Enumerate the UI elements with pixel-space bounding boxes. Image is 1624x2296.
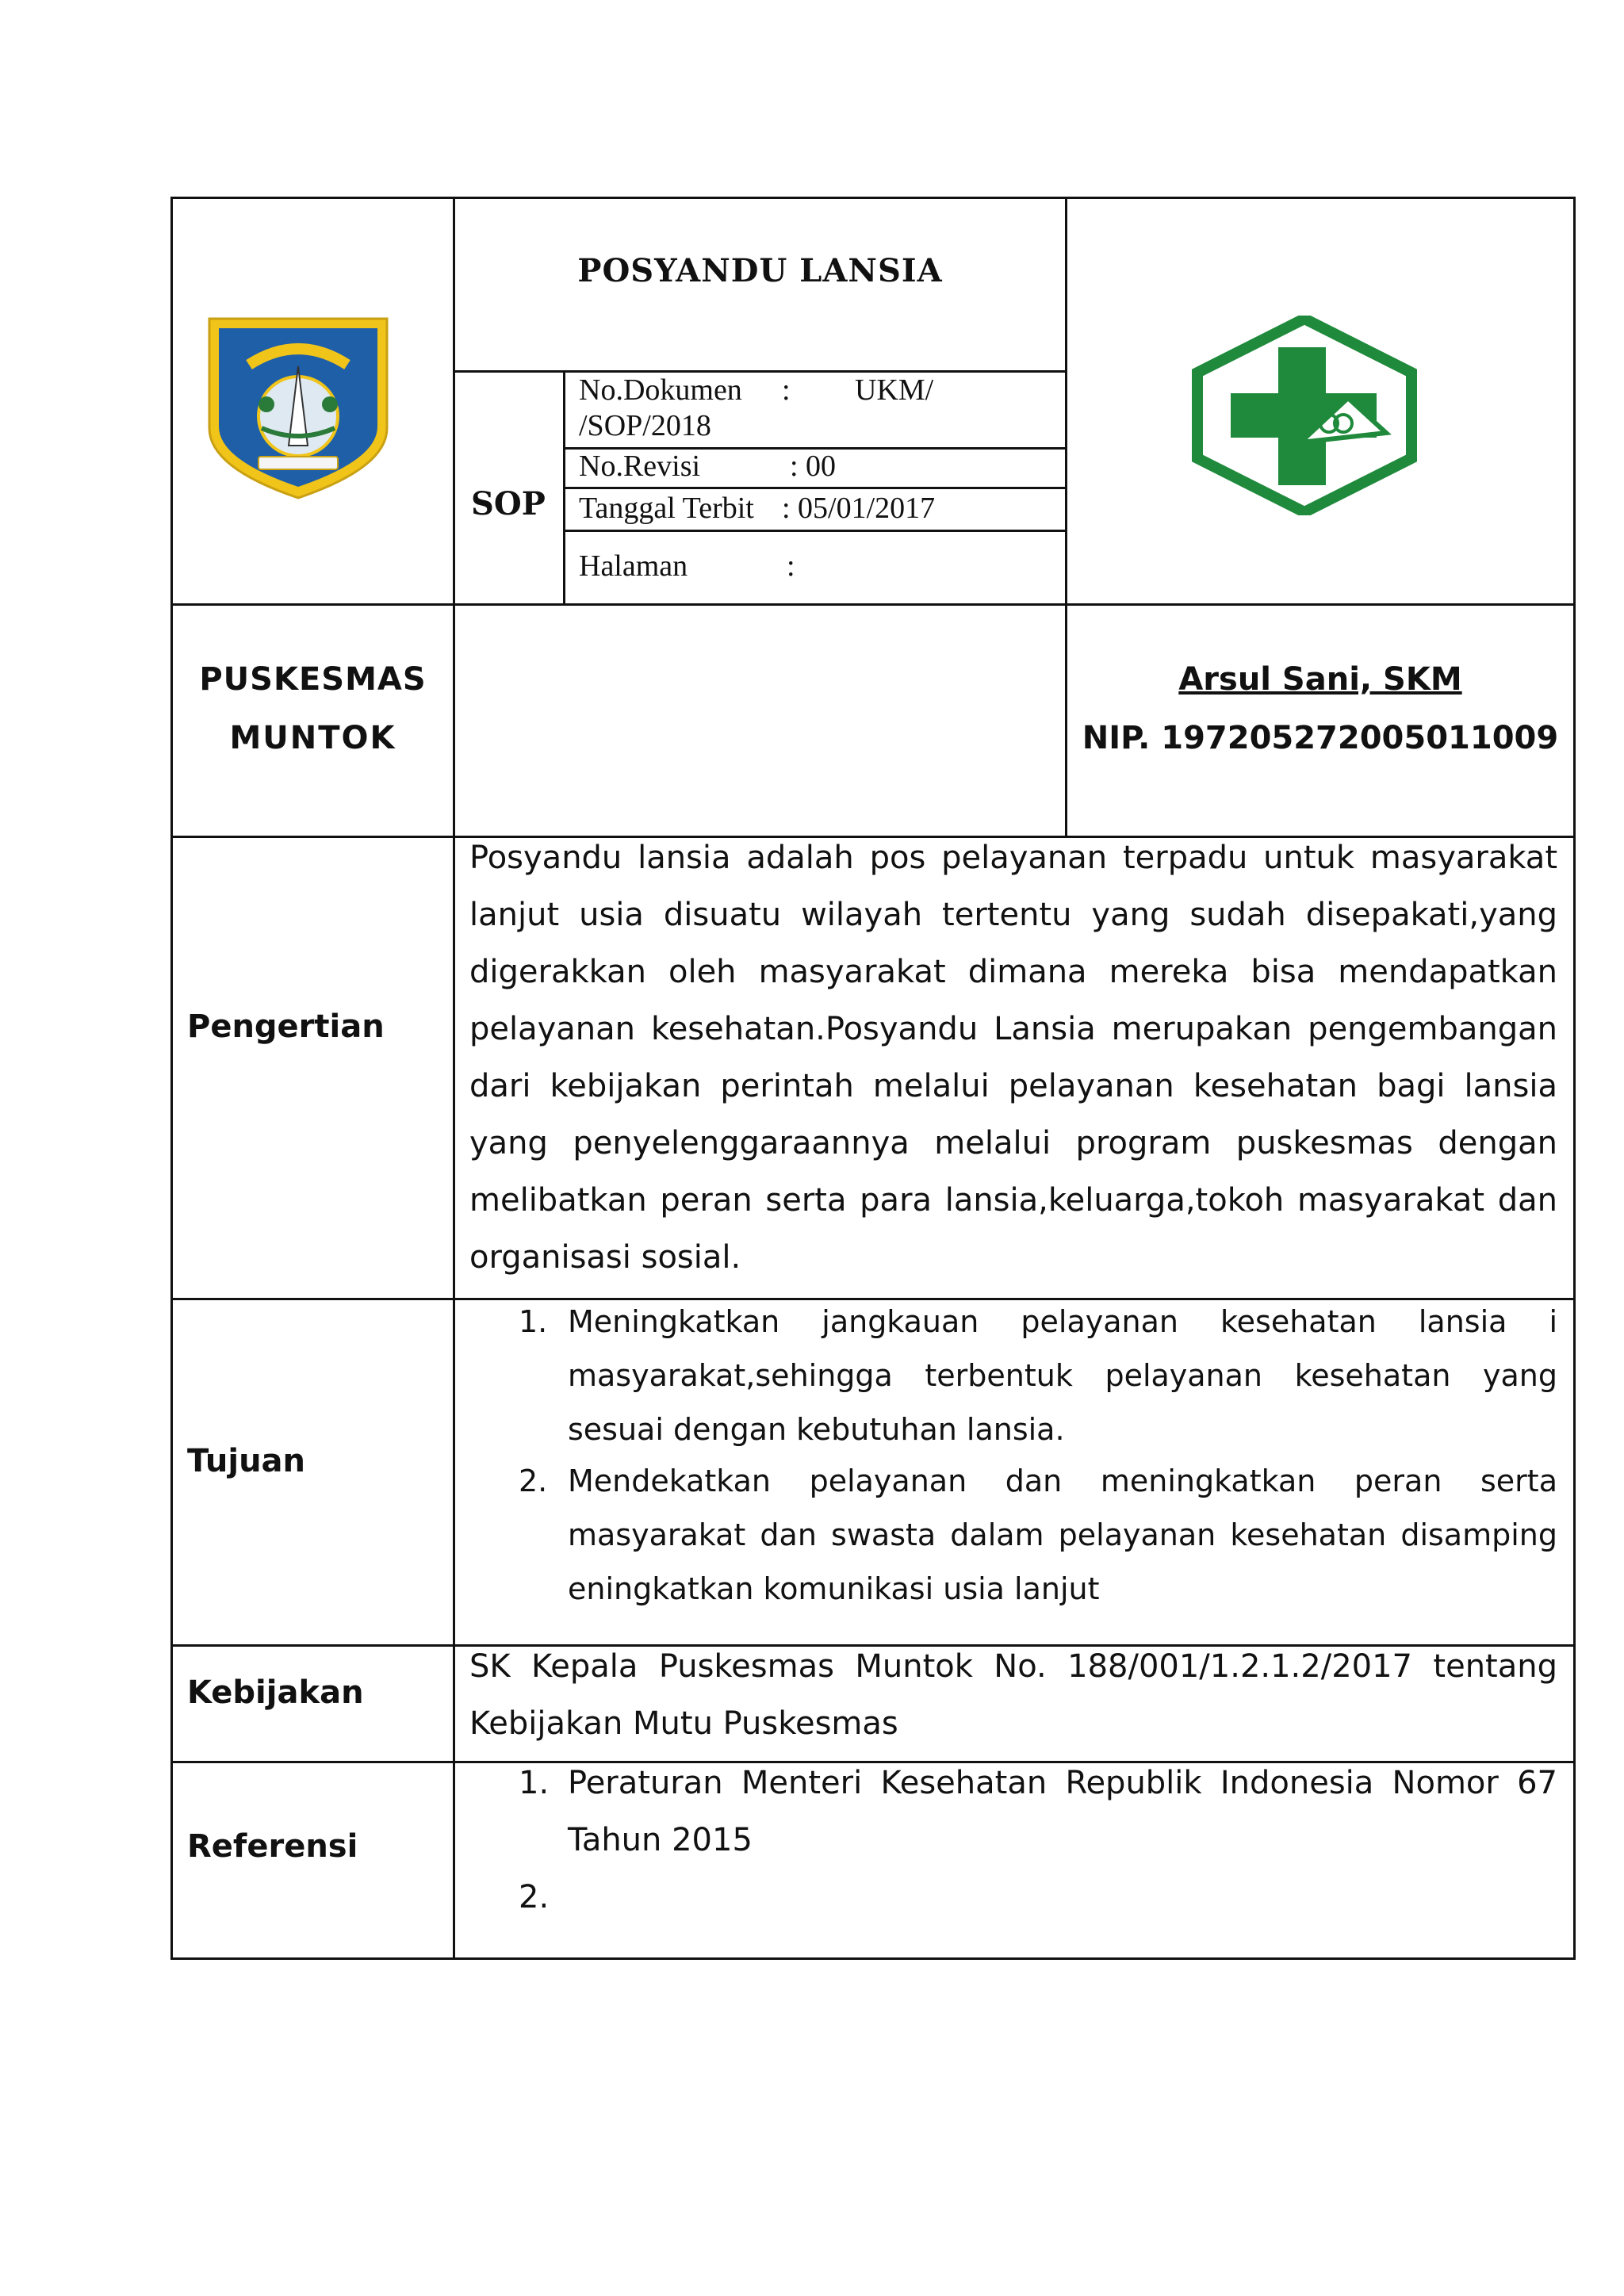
signer-nip: NIP. 197205272005011009 xyxy=(1082,720,1559,756)
signer-name-text: Arsul Sani, SKM xyxy=(1178,661,1462,698)
section-label-kebijakan: Kebijakan xyxy=(187,1674,364,1711)
table-border-left xyxy=(170,197,173,1960)
table-line-revisi-bottom xyxy=(563,487,1067,489)
document-title: POSYANDU LANSIA xyxy=(577,252,943,289)
tujuan-item-2-number: 2. xyxy=(519,1464,548,1498)
section-label-tujuan: Tujuan xyxy=(187,1443,306,1479)
pengertian-text: Posyandu lansia adalah pos pelayanan terpadu untuk masyarakat lanjut usia disuatu wilayah tertentu yang sudah disepakati,yang digerakkan oleh masyarakat dimana mereka bisa mendapatkan pelayanan kesehatan.Posyandu Lansia merupakan pengembangan dari kebijakan perintah melalui pelayanan kesehatan bagi lansia yang penyelenggaraannya melalui program puskesmas dengan melibatkan peran serta para lansia,keluarga,tokoh masyarakat dan organisasi sosial. xyxy=(469,840,1557,1276)
table-border-right xyxy=(1573,197,1576,1960)
doc-number-value: UKM/ xyxy=(855,373,934,407)
table-line-sop-divider xyxy=(563,370,565,605)
sop-label: SOP xyxy=(471,485,546,522)
puskesmas-logo xyxy=(1189,316,1419,515)
table-border-bottom xyxy=(170,1957,1576,1960)
doc-number-separator: : xyxy=(782,373,791,407)
tujuan-item-1-number: 1. xyxy=(519,1304,548,1339)
page-separator: : xyxy=(787,549,795,583)
referensi-item-2-number: 2. xyxy=(519,1879,550,1915)
doc-number-label: No.Dokumen xyxy=(579,373,742,407)
doc-number-value-line2: /SOP/2018 xyxy=(579,409,711,442)
institution-name-line2: MUNTOK xyxy=(229,720,396,756)
revision-value: : 00 xyxy=(790,450,837,483)
kebijakan-text: SK Kepala Puskesmas Muntok No. 188/001/1.2.1.2/2017 tentang Kebijakan Mutu Puskesmas xyxy=(469,1648,1557,1742)
issue-date-label: Tanggal Terbit xyxy=(579,492,754,525)
table-border-top xyxy=(170,197,1576,199)
issue-date-value: : 05/01/2017 xyxy=(782,492,936,525)
table-line-header-bottom xyxy=(170,603,1576,606)
referensi-item-1-number: 1. xyxy=(519,1765,550,1801)
referensi-item-1-text: Peraturan Menteri Kesehatan Republik Indonesia Nomor 67 Tahun 2015 xyxy=(568,1765,1557,1858)
revision-label: No.Revisi xyxy=(579,450,701,483)
section-label-pengertian: Pengertian xyxy=(187,1008,385,1045)
tujuan-item-1-text: Meningkatkan jangkauan pelayanan kesehatan lansia i masyarakat,sehingga terbentuk pelayanan kesehatan yang sesuai dengan kebutuhan lansia. xyxy=(568,1304,1557,1447)
institution-name-line1: PUSKESMAS xyxy=(199,661,427,698)
table-line-col1 xyxy=(453,197,455,1960)
regency-logo xyxy=(201,309,395,499)
signer-name xyxy=(1067,661,1573,698)
table-line-date-bottom xyxy=(563,530,1067,532)
tujuan-item-2-text: Mendekatkan pelayanan dan meningkatkan peran serta masyarakat dan swasta dalam pelayanan kesehatan disamping eningkatkan komunikasi usia lanjut xyxy=(568,1464,1557,1606)
page-label: Halaman xyxy=(579,549,688,583)
table-line-title-bottom xyxy=(453,370,1067,373)
section-label-referensi: Referensi xyxy=(187,1828,358,1865)
